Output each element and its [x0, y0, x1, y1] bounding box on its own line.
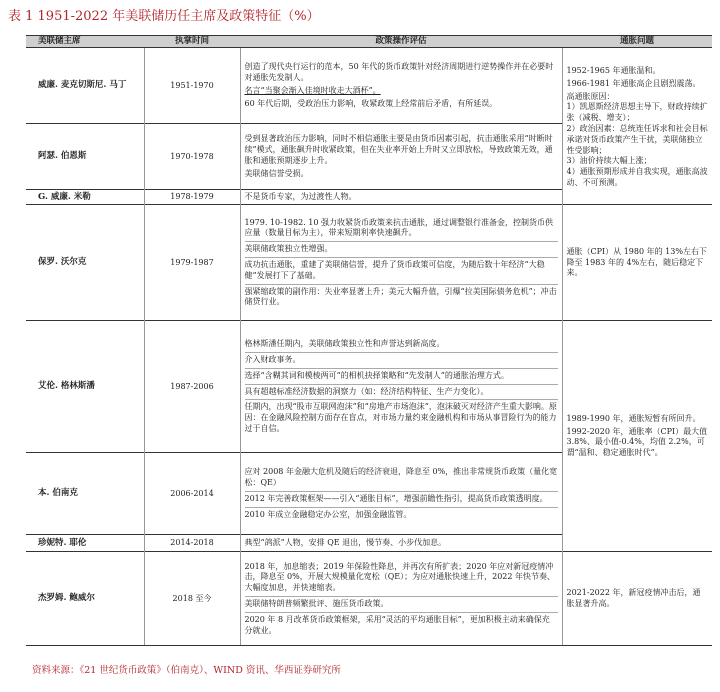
- problem-line: 1989-1990 年，通胀短暂有所回升。: [566, 413, 701, 423]
- ops-line: 美联储信誉受损。: [244, 168, 309, 178]
- chair-name: 珍妮特. 耶伦: [26, 535, 144, 552]
- ops-line: 2012 年完善政策框架——引入“通胀目标”，增强前瞻性指引，提高货币政策透明度。: [245, 491, 558, 505]
- ops-line: 1979. 10-1982. 10 强力收紧货币政策来抗击通胀，通过调整银行准备金，控制货币供应量（数量目标为主），带来短期利率快速飙升。: [244, 217, 553, 238]
- problem-line: 高通胀原因：: [566, 91, 615, 101]
- ops-line: 名言“当聚会渐入佳境时收走大酒杯”。: [244, 85, 381, 95]
- chair-ops: [240, 552, 562, 646]
- ops-line: 美联储政策独立性增强。: [245, 241, 558, 255]
- chair-term: 1970-1978: [144, 124, 240, 190]
- chair-ops: [240, 48, 562, 124]
- chair-term: 1951-1970: [144, 48, 240, 124]
- header-ops: 政策操作评估: [240, 36, 562, 48]
- table-row: [26, 48, 712, 124]
- problems-cell: [562, 552, 712, 646]
- header-problems: 通胀问题: [562, 36, 712, 48]
- chair-name: 威廉. 麦克切斯尼. 马丁: [26, 48, 144, 124]
- ops-line: 创造了现代央行运行的范本，50 年代的货币政策针对经济周期进行逆势操作并在必要时对通胀先发制人。: [244, 62, 554, 83]
- chair-ops: [240, 205, 562, 321]
- chair-name: 艾伦. 格林斯潘: [26, 321, 144, 453]
- table-row: [26, 205, 712, 321]
- problem-line: 1992-2020 年，通胀率（CPI）最大值 3.8%、最小值-0.4%，均值 2.2%，可谓“温和、稳定通胀时代”。: [566, 426, 708, 458]
- problems-cell: [562, 48, 712, 205]
- table-row: [26, 552, 712, 646]
- ops-line: 2020 年 8 月改革货币政策框架，采用“灵活的平均通胀目标”，更加积极主动来确保充分就业。: [245, 612, 558, 637]
- ops-line: 典型“鸽派”人物，安排 QE 退出，慢节奏、小步伐加息。: [244, 538, 447, 548]
- ops-line: 应对 2008 年金融大危机及随后的经济衰退，降息至 0%，推出非常规货币政策（量化宽松：QE）: [244, 467, 558, 488]
- problem-line: 通胀（CPI）从 1980 年的 13%左右下降至 1983 年的 4%左右，随后稳定下来。: [566, 246, 707, 278]
- chair-term: 1987-2006: [144, 321, 240, 453]
- ops-line: 具有超越标准经济数据的洞察力（如：经济结构特征、生产力变化）。: [245, 384, 558, 398]
- ops-line: 成功抗击通胀，重建了美联储信誉，提升了货币政策可信度，为随后数十年经济“大稳健”发展打下了基础。: [245, 257, 558, 282]
- problems-cell: [562, 205, 712, 321]
- chair-ops: [240, 535, 562, 552]
- ops-line: 受到显著政治压力影响，同时不相信通胀主要是由货币因素引起，抗击通胀采用“时断时续”模式，通胀飙升时收紧政策，但在失业率开始上升时又立即放松，导致政策无效，通胀和通胀预期逐步上升。: [244, 134, 553, 165]
- problem-line: 1952-1965 年通胀温和。: [566, 66, 661, 76]
- table-row: [26, 321, 712, 453]
- ops-line: 选择“含糊其词和模棱两可”的相机抉择策略和“先发制人”的通胀治理方式。: [245, 368, 558, 382]
- ops-line: 美联储特朗普频繁批评、施压货币政策。: [245, 596, 558, 610]
- chair-ops: [240, 190, 562, 205]
- chair-name: G. 威廉. 米勒: [26, 190, 144, 205]
- chair-ops: [240, 453, 562, 535]
- table-header-row: [26, 36, 712, 48]
- problem-line: 2）政治因素：总统连任诉求和社会目标承诺对货币政策产生干扰，美联储独立性受影响；: [566, 124, 708, 155]
- problem-line: 1）凯恩斯经济思想主导下，财政持续扩张（减税、增支）；: [566, 102, 708, 123]
- ops-line: 不是货币专家，为过渡性人物。: [244, 192, 357, 202]
- problem-line: 3）油价持续大幅上涨；: [566, 156, 652, 166]
- chair-ops: [240, 124, 562, 190]
- chair-term: 2006-2014: [144, 453, 240, 535]
- chair-term: 1979-1987: [144, 205, 240, 321]
- chair-term: 1978-1979: [144, 190, 240, 205]
- problem-line: 4）通胀预期形成并自我实现，通胀高波动、不可预测。: [566, 167, 708, 188]
- header-term: 执掌时间: [144, 36, 240, 48]
- ops-line: 格林斯潘任期内，美联储政策独立性和声誉达到新高度。: [244, 339, 445, 349]
- chair-name: 杰罗姆. 鲍威尔: [26, 552, 144, 646]
- ops-line: 2010 年成立金融稳定办公室，加强金融监管。: [245, 507, 558, 521]
- source-note: 资料来源：《21 世纪货币政策》（伯南克）、WIND 资讯、华西证券研究所: [32, 665, 341, 676]
- ops-line: 60 年代后期，受政治压力影响，收紧政策上经常前后矛盾，有所延误。: [244, 98, 498, 108]
- problems-cell: [562, 321, 712, 552]
- table-title: 表 1 1951-2022 年美联储历任主席及政策特征（%）: [8, 9, 320, 24]
- chair-name: 保罗. 沃尔克: [26, 205, 144, 321]
- chair-term: 2018 至今: [144, 552, 240, 646]
- header-chair: 美联储主席: [26, 36, 144, 48]
- ops-line: 强紧缩政策的副作用：失业率显著上升；美元大幅升值，引爆“拉美国际债务危机”；冲击储贷行业。: [245, 284, 558, 309]
- ops-line: 介入财政事务。: [245, 352, 558, 366]
- problem-line: 1966-1981 年通胀高企且剧烈震荡。: [566, 78, 701, 88]
- ops-line: 2018 年，加息缩表；2019 年保险性降息，并再次有所扩表；2020 年应对新冠疫情冲击，降息至 0%，开展大规模量化宽松（QE）；为应对通胀快速上升，2022 年快节奏、大幅度加息，并快速缩表。: [244, 561, 556, 593]
- fed-chairs-table: [26, 35, 712, 646]
- chair-ops: [240, 321, 562, 453]
- problem-line: 2021-2022 年，新冠疫情冲击后，通胀显著升高。: [566, 588, 701, 608]
- chair-term: 2014-2018: [144, 535, 240, 552]
- chair-name: 阿瑟. 伯恩斯: [26, 124, 144, 190]
- ops-line: 任期内，出现“股市互联网泡沫”和“房地产市场泡沫”，泡沫破灭对经济产生重大影响。原因：在金融风险控制方面存在盲点，对市场力量约束金融机构和市场从事冒险行为的能力过于自信。: [245, 399, 558, 434]
- chair-name: 本. 伯南克: [26, 453, 144, 535]
